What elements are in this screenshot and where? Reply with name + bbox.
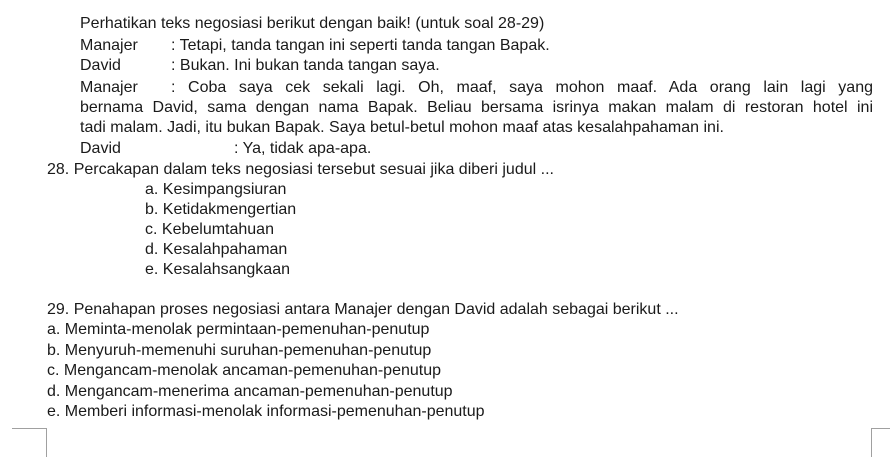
dialogue-speaker-david: David (80, 57, 121, 74)
dialogue-speaker-david: David (80, 140, 121, 157)
question-29-option-e: e. Memberi informasi-menolak informasi-pemenuhan-penutup (47, 403, 485, 420)
dialogue-line: : Bukan. Ini bukan tanda tangan saya. (171, 57, 440, 74)
question-29-option-b: b. Menyuruh-memenuhi suruhan-pemenuhan-penutup (47, 342, 432, 359)
question-28-option-b: b. Ketidakmengertian (145, 201, 297, 218)
dialogue-line: : Coba saya cek sekali lagi. Oh, maaf, saya mohon maaf. Ada orang lain lagi yang (171, 79, 873, 96)
question-28-option-a: a. Kesimpangsiuran (145, 181, 287, 198)
question-28-option-e: e. Kesalahsangkaan (145, 261, 290, 278)
dialogue-line: : Tetapi, tanda tangan ini seperti tanda tangan Bapak. (171, 37, 550, 54)
dialogue-line: : Ya, tidak apa-apa. (234, 140, 372, 157)
question-28-text: 28. Percakapan dalam teks negosiasi tersebut sesuai jika diberi judul ... (47, 161, 554, 178)
page-margin-corner-left (12, 428, 47, 457)
question-29-option-d: d. Mengancam-menerima ancaman-pemenuhan-penutup (47, 383, 453, 400)
question-29-option-a: a. Meminta-menolak permintaan-pemenuhan-penutup (47, 321, 430, 338)
dialogue-continuation: tadi malam. Jadi, itu bukan Bapak. Saya betul-betul mohon maaf atas kesalahpahaman ini. (80, 119, 724, 136)
dialogue-continuation: bernama David, sama dengan nama Bapak. Beliau bersama isrinya makan malam di restoran hotel ini (80, 99, 873, 116)
question-29-option-c: c. Mengancam-menolak ancaman-pemenuhan-penutup (47, 362, 442, 379)
question-29-text: 29. Penahapan proses negosiasi antara Manajer dengan David adalah sebagai berikut ... (47, 301, 679, 318)
dialogue-speaker-manajer: Manajer (80, 79, 138, 96)
question-28-option-d: d. Kesalahpahaman (145, 241, 288, 258)
passage-intro: Perhatikan teks negosiasi berikut dengan baik! (untuk soal 28-29) (80, 15, 545, 32)
page-margin-corner-right (871, 428, 890, 457)
question-28-option-c: c. Kebelumtahuan (145, 221, 274, 238)
dialogue-speaker-manajer: Manajer (80, 37, 138, 54)
